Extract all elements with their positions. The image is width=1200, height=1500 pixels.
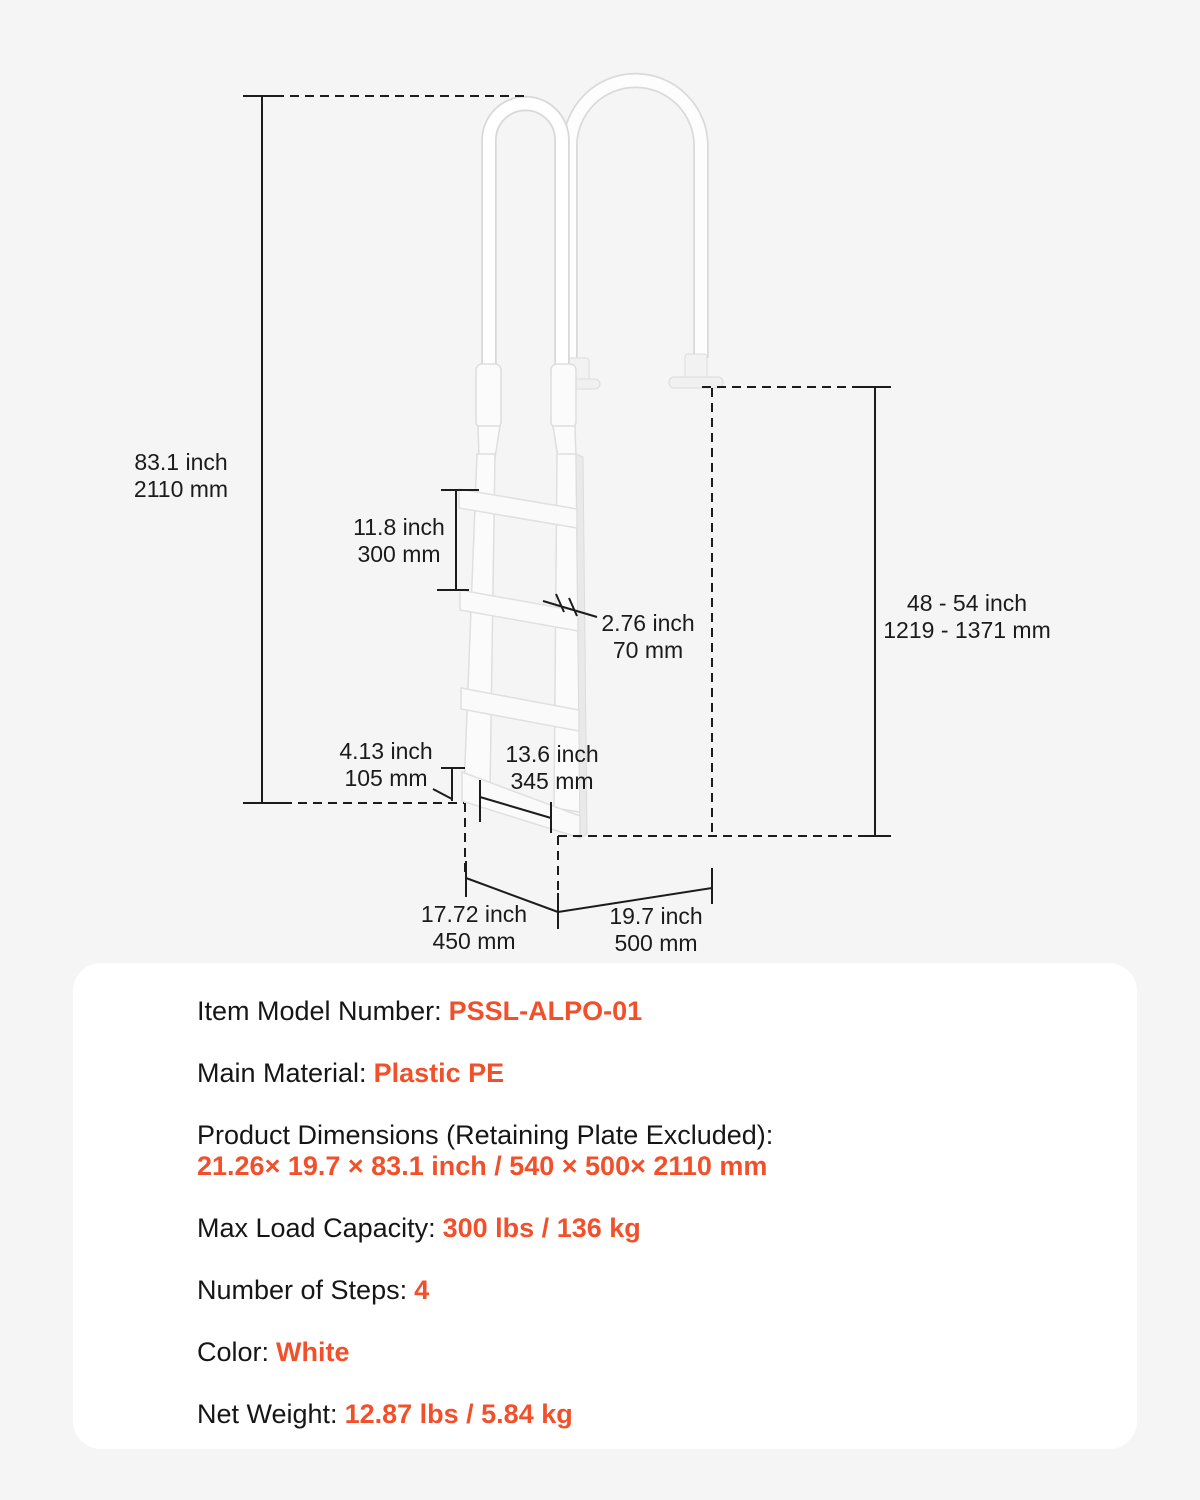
spec-main-material	[197, 1058, 1097, 1089]
spec-value: 300 lbs / 136 kg	[442, 1213, 641, 1243]
dim-base-depth-inch: 17.72 inch	[420, 901, 528, 927]
dim-foot-height-mm: 105 mm	[344, 765, 428, 791]
dim-total-height	[243, 96, 283, 803]
dim-total-height-inch: 83.1 inch	[134, 449, 228, 475]
spec-product-dimensions	[197, 1120, 1097, 1182]
ladder-back-handrail	[570, 81, 701, 381]
dim-label-step-thickness	[601, 610, 694, 664]
dim-step-thickness-mm: 70 mm	[612, 637, 684, 663]
spec-label: Color:	[197, 1337, 270, 1367]
spec-color	[197, 1337, 1097, 1368]
dim-total-height-mm: 2110 mm	[133, 476, 229, 502]
spec-label: Number of Steps:	[197, 1275, 408, 1305]
dim-base-width-mm: 500 mm	[614, 930, 698, 956]
spec-label: Main Material:	[197, 1058, 367, 1088]
spec-value: Plastic PE	[373, 1058, 505, 1088]
ladder-illustration	[459, 81, 723, 839]
dim-step-pitch-mm: 300 mm	[357, 541, 441, 567]
dim-foot-height	[433, 768, 465, 801]
ladder-front-handrail	[489, 104, 562, 393]
front-left-sleeve	[476, 364, 501, 428]
spec-net-weight	[197, 1399, 1097, 1430]
spec-item-model-number	[197, 996, 1097, 1027]
front-left-sleeve-taper	[478, 426, 500, 458]
spec-value: PSSL-ALPO-01	[448, 996, 643, 1026]
front-right-sleeve-taper	[553, 426, 576, 458]
spec-label: Product Dimensions (Retaining Plate Excluded):	[197, 1120, 774, 1150]
back-right-retaining-plate	[669, 377, 723, 388]
spec-value: 4	[414, 1275, 430, 1305]
ladder-back-handrail-outline	[570, 81, 701, 381]
dim-base-depth-mm: 450 mm	[432, 928, 516, 954]
spec-number-of-steps	[197, 1275, 1097, 1306]
dim-step-pitch-inch: 11.8 inch	[353, 514, 445, 540]
dim-label-base-depth	[421, 901, 527, 955]
dim-label-mount-height	[883, 590, 1050, 644]
dim-step-thickness-inch: 2.76 inch	[601, 610, 695, 636]
dim-label-total-height	[134, 449, 228, 503]
dim-mount-height-mm: 1219 - 1371 mm	[883, 617, 1051, 643]
back-right-collar	[685, 354, 707, 380]
dim-step-width-mm: 345 mm	[510, 768, 594, 794]
spec-label: Item Model Number:	[197, 996, 442, 1026]
spec-value: 21.26× 19.7 × 83.1 inch / 540 × 500× 2110 mm	[197, 1151, 768, 1181]
dim-label-foot-height	[339, 738, 432, 792]
dim-label-step-pitch	[353, 514, 445, 568]
front-right-sleeve	[551, 364, 576, 428]
spec-max-load-capacity	[197, 1213, 1097, 1244]
dim-label-base-width	[609, 903, 702, 957]
spec-label: Net Weight:	[197, 1399, 338, 1429]
spec-value: 12.87 lbs / 5.84 kg	[344, 1399, 573, 1429]
ladder-front-handrail-outline	[489, 104, 562, 393]
spec-card	[73, 963, 1137, 1449]
spec-label: Max Load Capacity:	[197, 1213, 436, 1243]
spec-value: White	[276, 1337, 350, 1367]
dim-label-step-width	[505, 741, 598, 795]
dim-step-width-inch: 13.6 inch	[505, 741, 599, 767]
dim-base-width-inch: 19.7 inch	[609, 903, 703, 929]
dim-mount-height-inch: 48 - 54 inch	[906, 590, 1028, 616]
dim-foot-height-inch: 4.13 inch	[339, 738, 433, 764]
